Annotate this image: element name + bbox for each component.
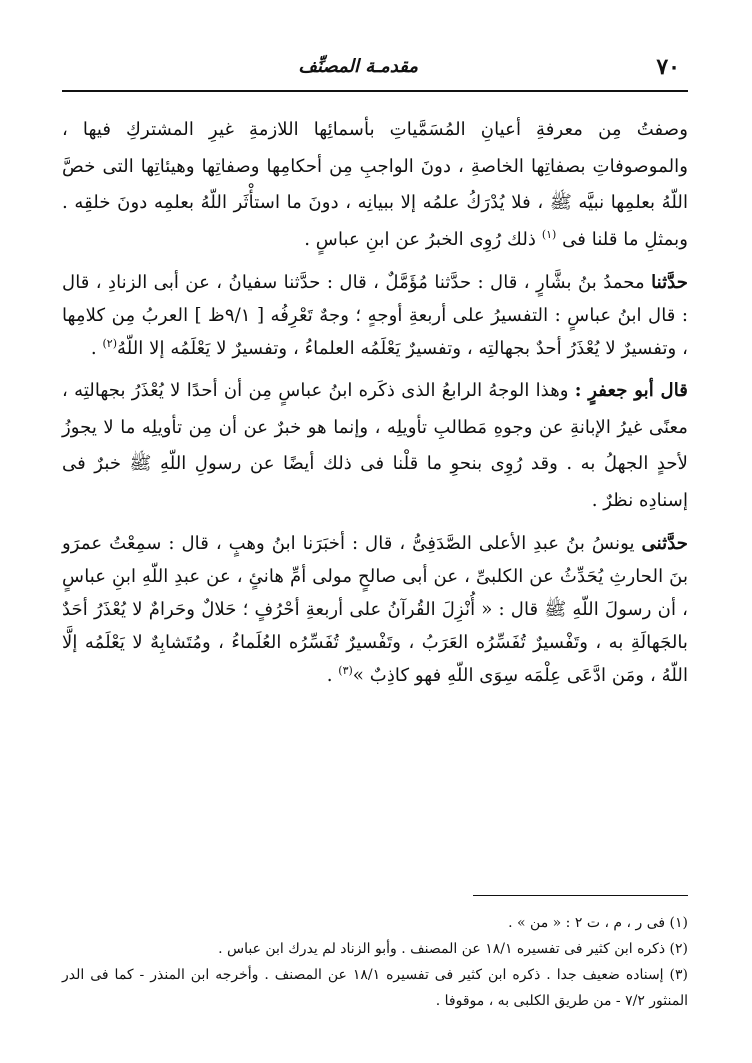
footnote-marker: (٣) (338, 663, 353, 677)
footnotes (62, 910, 688, 1014)
footnote-divider (473, 895, 688, 896)
running-title: مقدمـة المصنِّف (298, 56, 418, 77)
paragraph-tail: . (326, 665, 333, 686)
page-header (62, 42, 688, 92)
footnote-3: (٣) إسناده ضعيف جدا . ذكره ابن كثير فى تفسيره ١٨/١ عن المصنف . وأخرجه ابن المنذر - كما فى الدر المنثور ٧/٢ - من طريق الكلبى به ، موقوفا . (62, 967, 688, 1009)
paragraph-intro (62, 112, 688, 258)
paragraph-tail: ذلك رُوِى الخبرُ عن ابنِ عباسٍ . (304, 228, 537, 250)
book-page (62, 0, 688, 1063)
paragraph-text: وصفتُ مِن معرفةِ أعيانِ المُسَمَّياتِ بأسمائِها اللازمةِ غيرِ المشتركِ فيها ، والموصوفاتِ بصفاتِها الخاصةِ ، دونَ الواجبِ مِن أحكامِها وصفاتِها وهيئاتِها التى خصَّ اللّهُ بعلمِها نبيَّه ﷺ ، فلا يُدْرَكُ علمُه إلا ببيانِه ، دونَ ما استأْثَر اللّهُ بعلمِه دونَ خلقِه . وبمثلِ ما قلنا فى (62, 119, 688, 250)
paragraph-hadith-1 (62, 266, 688, 365)
paragraph-lead: حدَّثنا (651, 272, 688, 293)
paragraph-tail: . (90, 338, 97, 359)
paragraph-commentary (62, 373, 688, 519)
footnote-2: (٢) ذكره ابن كثير فى تفسيره ١٨/١ عن المصنف . وأبو الزناد لم يدرك ابن عباس . (218, 941, 688, 957)
footnote-marker: (١) (541, 227, 557, 241)
paragraph-lead: حدَّثنى (641, 533, 688, 554)
paragraph-text: يونسُ بنُ عبدِ الأعلى الصَّدَفِىُّ ، قال : أخبَرَنا ابنُ وهبٍ ، قال : سمِعْتُ عمرَو بنَ الحارثِ يُحَدِّثُ عن الكلبىِّ ، عن أبى صالحٍ مولى أمِّ هانئٍ ، عن عبدِ اللّهِ ابنِ عباسٍ ، أن رسولَ اللّهِ ﷺ قال : « أُنْزِلَ القُرآنُ على أربعةِ أحْرُفٍ ؛ حَلالٌ وحَرامٌ لا يُعْذَرُ أحَدٌ بالجَهالَةِ به ، وتَفْسيرٌ تُفَسِّرُه العَرَبُ ، وتَفْسيرٌ تُفَسِّرُه العُلَماءُ ، ومُتَشابِهٌ لا يَعْلَمُه إلَّا اللّهُ ، ومَن ادَّعَى عِلْمَه سِوَى اللّهِ فهو كاذِبٌ » (62, 533, 688, 686)
paragraph-text: وهذا الوجهُ الرابعُ الذى ذكَره ابنُ عباسٍ مِن أن أحدًا لا يُعْذَرُ بجهالتِه ، معنًى غيرُ الإبانةِ عن وجوهِ مَطالبِ تأويلِه ، وإنما هو خبرٌ عن أن مِن تأويلِه ما لا يجوزُ لأحدٍ الجهلُ به . وقد رُوِى بنحوِ ما قلْنا فى ذلك أيضًا عن رسولِ اللّهِ ﷺ خبرٌ فى إسنادِه نظرٌ . (62, 380, 688, 511)
paragraph-hadith-2 (62, 527, 688, 692)
main-text (62, 112, 688, 700)
page-number: ٧٠ (656, 54, 680, 80)
paragraph-lead: قال أبو جعفرٍ : (574, 380, 688, 401)
footnote-marker: (٢) (102, 336, 117, 350)
paragraph-text: محمدُ بنُ بشَّارٍ ، قال : حدَّثنا مُؤَمَّلٌ ، قال : حدَّثنا سفيانُ ، عن أبى الزنادِ ، قال : قال ابنُ عباسٍ : التفسيرُ على أربعةِ أوجهٍ ؛ وجهٌ تَعْرِفُه [ ٩/١ظ ] العربُ مِن كلامِها ، وتفسيرٌ لا يُعْذَرُ أحدٌ بجهالتِه ، وتفسيرٌ يَعْلَمُه العلماءُ ، وتفسيرٌ لا يَعْلَمُه إلا اللّهُ (62, 272, 688, 359)
footnote-1: (١) فى ر ، م ، ت ٢ : « من » . (508, 915, 688, 931)
